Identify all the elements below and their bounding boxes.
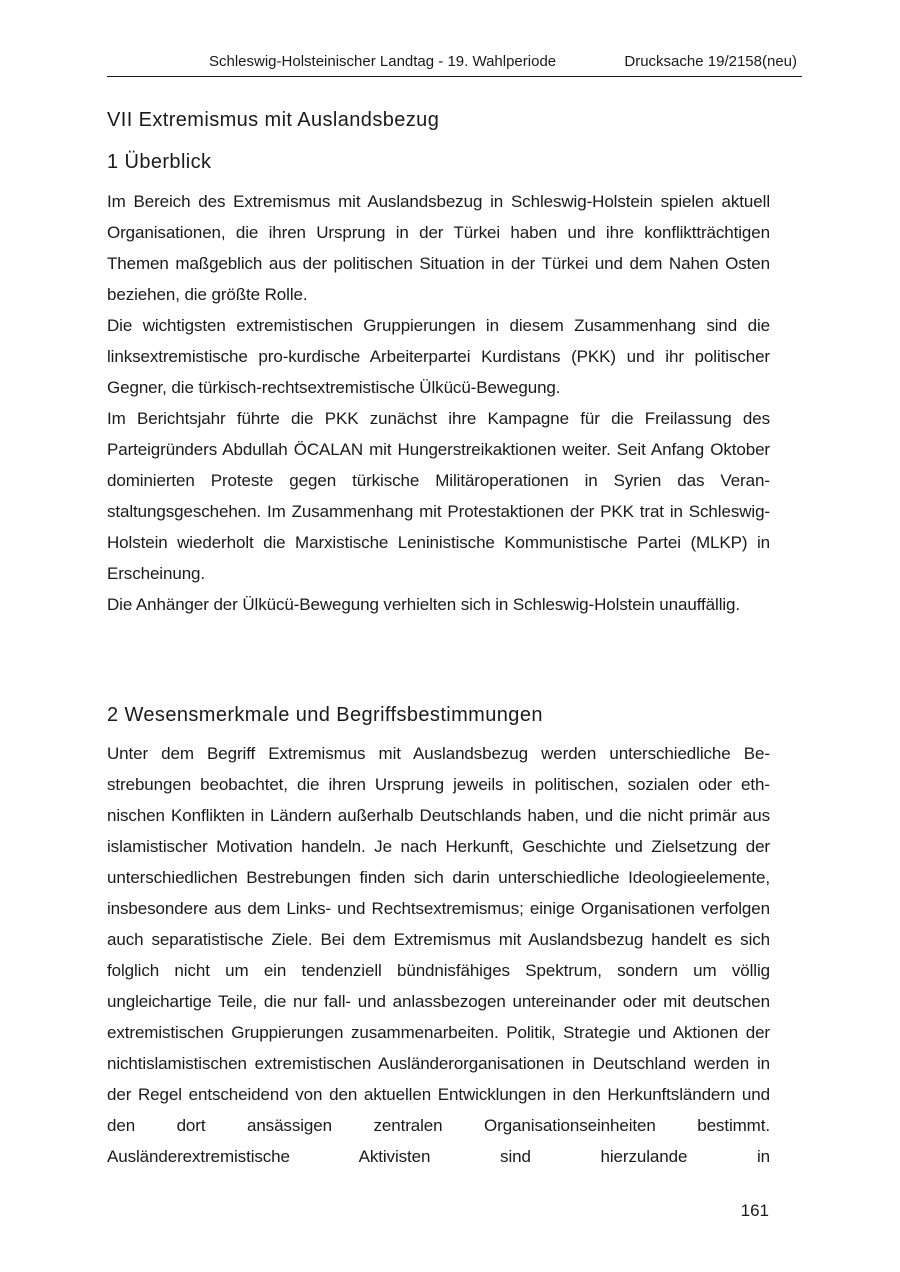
section-1-body [107, 186, 770, 620]
paragraph: Unter dem Begriff Extremismus mit Auslandsbezug werden unterschiedliche Bestrebungen beobachtet, die ihren Ursprung jeweils in politischen, sozialen oder ethnischen Konflikten in Ländern außerhalb Deutschlands haben, und die nicht primär aus islamistischer Motivation handeln. Je nach Herkunft, Geschichte und Zielsetzung der unterschiedlichen Bestrebungen finden sich darin unterschiedliche Ideologieelemente, insbesondere aus dem Links- und Rechtsextremismus; einige Organisationen verfolgen auch separatistische Ziele. Bei dem Extremismus mit Auslandsbezug handelt es sich folglich nicht um ein tendenziell bündnisfähiges Spektrum, sondern um völlig ungleichartige Teile, die nur fall- und anlassbezogen untereinander oder mit deutschen extremistischen Gruppierungen zusammenarbeiten. Politik, Strategie und Aktionen der nichtislamistischen extremistischen Ausländerorganisationen in Deutschland werden in der Regel entscheidend von den aktuellen Entwicklungen in den Herkunftsländern und den dort ansässigen zentralen Organisationseinheiten bestimmt. Ausländerextremistische Aktivisten sind hierzulande in [107, 744, 770, 1166]
paragraph: Die wichtigsten extremistischen Gruppierungen in diesem Zusammenhang sind die linksextremistische pro-kurdische Arbeiterpartei Kurdistans (PKK) und ihr politischer Gegner, die türkisch-rechtsextremistische Ülkücü-Bewegung. [107, 316, 770, 397]
section-2-body [107, 738, 770, 1172]
header-parliament: Schleswig-Holsteinischer Landtag - 19. Wahlperiode [209, 53, 557, 70]
page-number: 161 [740, 1201, 769, 1220]
chapter-title: VII Extremismus mit Auslandsbezug [107, 109, 440, 131]
paragraph: Im Berichtsjahr führte die PKK zunächst ihre Kampagne für die Freilassung des Parteigründers Abdullah ÖCALAN mit Hungerstreikaktionen weiter. Seit Anfang Oktober dominierten Proteste gegen türkische Militäroperationen in Syrien das Veranstaltungsgeschehen. Im Zusammenhang mit Protestaktionen der PKK trat in Schleswig-Holstein wiederholt die Marxistische Leninistische Kommunistische Partei (MLKP) in Erscheinung. [107, 409, 770, 583]
page-header [107, 52, 802, 77]
section-2-title: 2 Wesensmerkmale und Begriffsbestimmungen [107, 704, 543, 726]
paragraph: Die Anhänger der Ülkücü-Bewegung verhielten sich in Schleswig-Holstein unauffällig. [107, 595, 741, 614]
paragraph: Im Bereich des Extremismus mit Auslandsbezug in Schleswig-Holstein spielen aktuell Organisationen, die ihren Ursprung in der Türkei haben und ihre konfliktträchtigen Themen maßgeblich aus der politischen Situation in der Türkei und dem Nahen Osten beziehen, die größte Rolle. [107, 192, 770, 304]
section-1-title: 1 Überblick [107, 151, 212, 173]
header-document-number: Drucksache 19/2158(neu) [624, 53, 797, 70]
